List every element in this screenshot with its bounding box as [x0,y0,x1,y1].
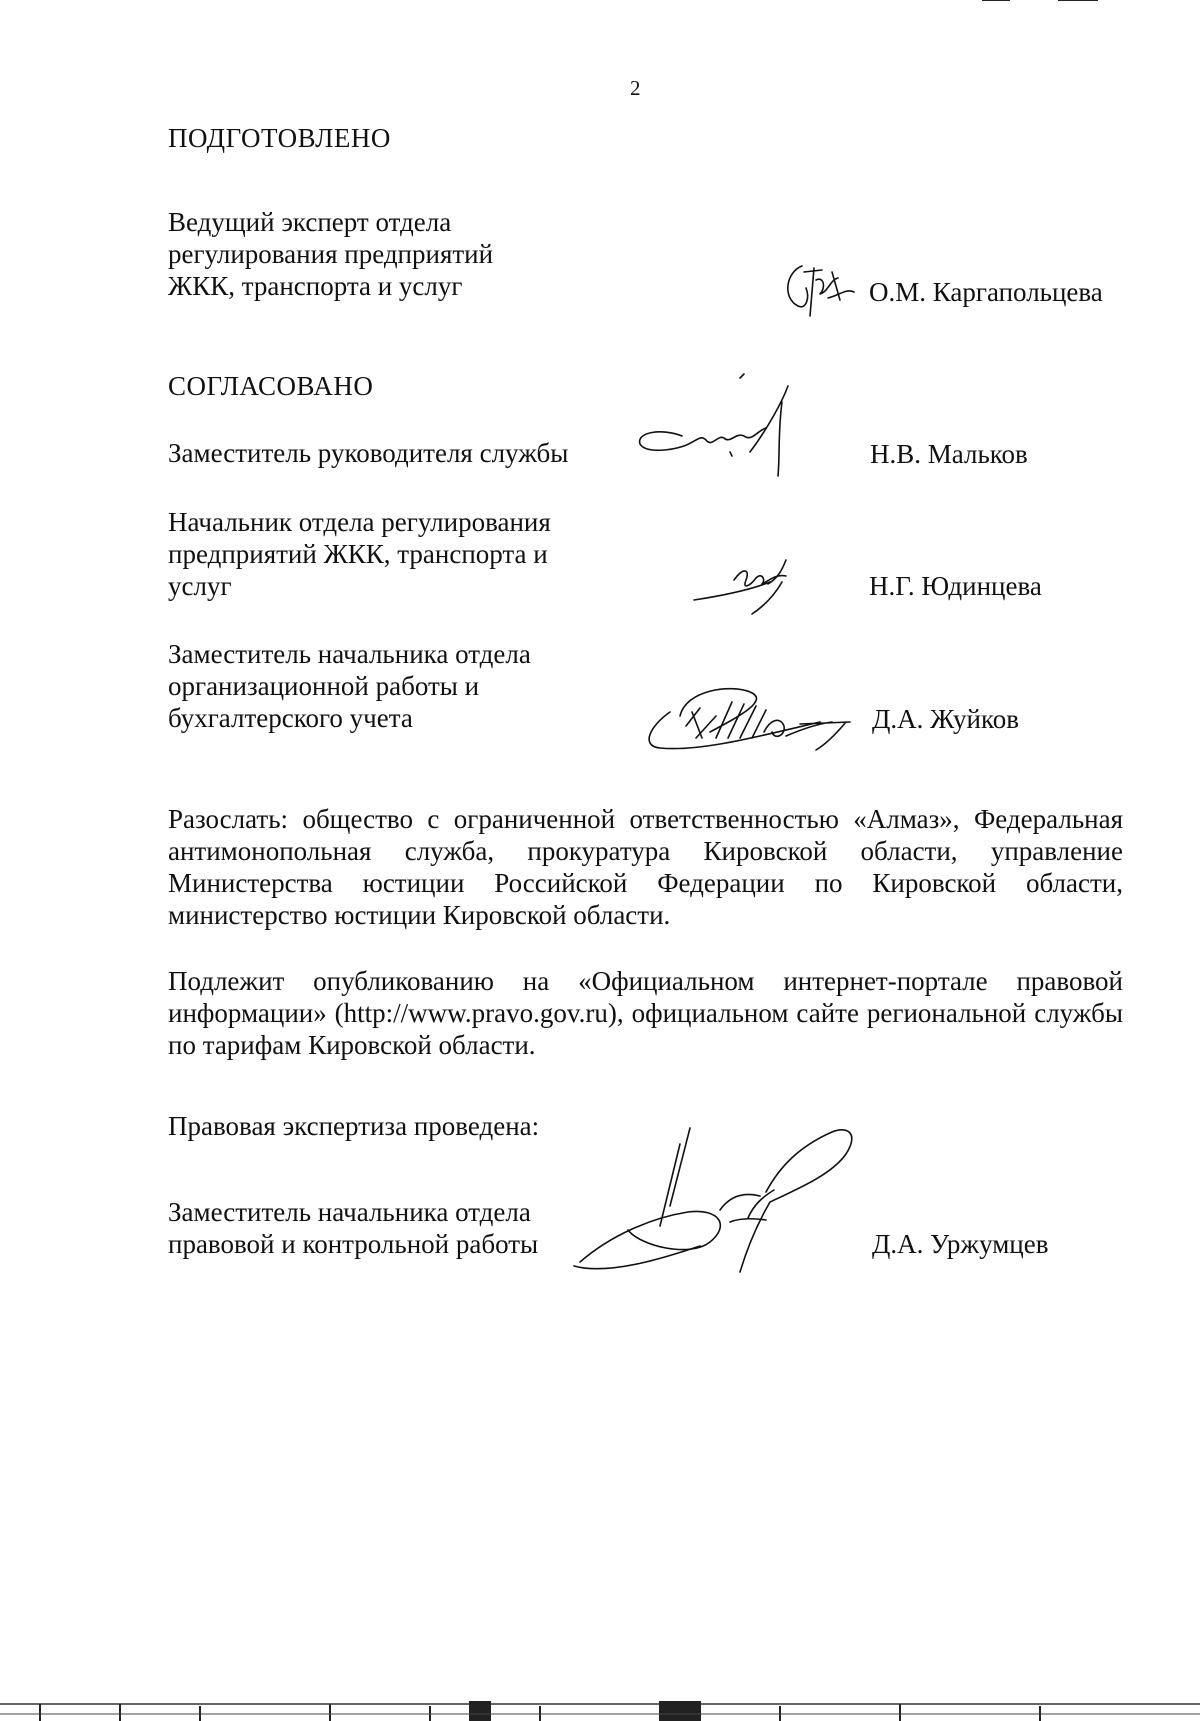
agreed-name-3: Д.А. Жуйков [872,704,1019,734]
agreed-role-line: бухгалтерского учета [168,703,413,733]
agreed-role-line: организационной работы и [168,671,480,701]
page-number: 2 [630,76,641,100]
signature-zhuykov [640,676,870,756]
prepared-heading: ПОДГОТОВЛЕНО [168,123,391,153]
agreed-role-3 [168,638,531,734]
agreed-heading: СОГЛАСОВАНО [168,371,374,401]
agreed-name-1: Н.В. Мальков [870,439,1028,469]
signature-yudintseva [690,540,810,616]
agreed-role-line: предприятий ЖКК, транспорта и [168,539,548,569]
agreed-name-2: Н.Г. Юдинцева [869,571,1042,601]
prepared-role-line: Ведущий эксперт отдела [168,207,452,237]
top-edge-mark [980,0,1100,2]
agreed-role-2 [168,506,551,602]
legal-review-name: Д.А. Уржумцев [872,1229,1049,1259]
agreed-role-line: Заместитель руководителя службы [168,438,569,468]
prepared-role-line: ЖКК, транспорта и услуг [168,271,463,301]
agreed-role-1 [168,437,568,469]
legal-review-role-line: правовой и контрольной работы [168,1229,539,1259]
legal-review-role [168,1196,538,1260]
signature-kargapoltseva [780,258,860,322]
agreed-role-line: Заместитель начальника отдела [168,639,531,669]
agreed-role-line: Начальник отдела регулирования [168,507,551,537]
prepared-role [168,206,493,302]
publication-paragraph: Подлежит опубликованию на «Официальном интернет-портале правовой информации» (http://www.pravo.gov.ru), официальном сайте региональной службы по тарифам Кировской области. [168,966,1123,1060]
prepared-name: О.М. Каргапольцева [869,277,1103,307]
prepared-role-line: регулирования предприятий [168,239,494,269]
signature-urzhumtsev [570,1126,870,1276]
legal-review-heading: Правовая экспертиза проведена: [168,1111,540,1141]
signature-malkov [632,372,852,484]
distribution-paragraph: Разослать: общество с ограниченной ответственностью «Алмаз», Федеральная антимонопольная служба, прокуратура Кировской области, управление Министерства юстиции Российской Федерации по Кировской области, министерство юстиции Кировской области. [168,804,1123,930]
agreed-role-line: услуг [168,571,232,601]
legal-review-role-line: Заместитель начальника отдела [168,1197,531,1227]
bottom-edge-scan-artifact [0,1700,1200,1721]
